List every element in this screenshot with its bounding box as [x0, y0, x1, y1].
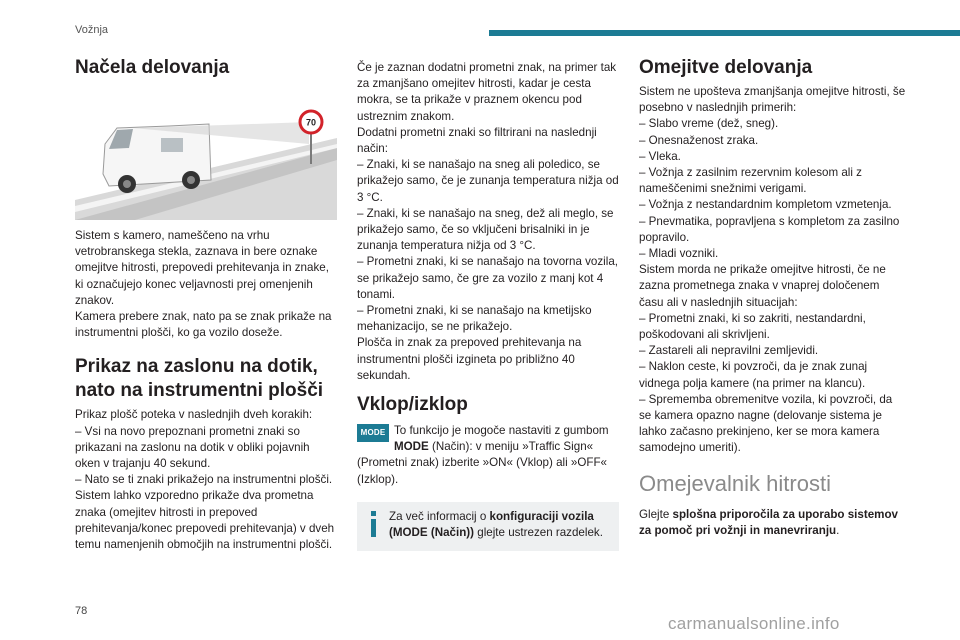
list-item: – Pnevmatika, popravljena s kompletom za zasilno popravilo. [639, 214, 900, 244]
column-3 [639, 56, 907, 539]
para-principles-2: Kamera prebere znak, nato pa se znak prikaže na instrumentni plošči, ko ga vozilo doseže. [75, 310, 332, 340]
list-item: – Prometni znaki, ki se nanašajo na tovorna vozila, se prikažejo samo, če gre za vozilo z manj kot 4 tonami. [357, 255, 619, 301]
info-text: Za več informacij o konfiguraciji vozila (MODE (Način)) glejte ustrezen razdelek. [389, 509, 603, 540]
list-item: – Sprememba obremenitve vozila, ki povzroči, da se kamera opazno nagne (delovanje sistema je lahko začasno prekinjeno, ker se mora kamera samodejno umeriti). [639, 392, 893, 455]
van-camera-illustration [75, 108, 337, 220]
list-item: – Znaki, ki se nanašajo na sneg ali poledico, se prikažejo samo, če je zunanja temperatura nižja od 3 °C. [357, 158, 619, 204]
page-number: 78 [75, 605, 88, 617]
list-item: – Nato se ti znaki prikažejo na instrumentni plošči. [75, 473, 333, 487]
para-filtered: Dodatni prometni znaki so filtrirani na naslednji način: [357, 125, 597, 156]
para-additional-sign: Če je zaznan dodatni prometni znak, na primer tak za zmanjšano omejitev hitrosti, kadar je cesta mokra, se ta prikaže v praznem okencu pod ustreznim znakom. [357, 61, 617, 123]
para-display-intro: Prikaz plošč poteka v naslednjih dveh korakih: [75, 408, 313, 422]
list-item: – Vsi na novo prepoznani prometni znaki so prikazani na zaslonu na dotik v obliki pojavnih oken v trajanju 40 sekund. [75, 424, 310, 471]
list-item: – Prometni znaki, ki se nanašajo na kmetijsko mehanizacijo, se ne prikažejo. [357, 304, 592, 334]
title-limits: Omejitve delovanja [639, 57, 813, 78]
info-icon [365, 511, 381, 537]
section-header: Vožnja [75, 24, 109, 36]
list-item: – Vleka. [639, 149, 681, 163]
title-principles: Načela delovanja [75, 57, 230, 78]
list-item: – Prometni znaki, ki so zakriti, nestandardni, poškodovani ali skrivljeni. [639, 311, 866, 342]
para-disappear: Plošča in znak za prepoved prehitevanja na instrumentni plošči izgineta po približno 40 sekundah. [357, 336, 582, 382]
para-limits-2: Sistem morda ne prikaže omejitve hitrosti, če ne zazna prometnega znaka v vnaprej določenem času ali v naslednjih situacijah: [639, 263, 886, 309]
list-item: – Vožnja z zasilnim rezervnim kolesom ali z nameščenimi snežnimi verigami. [639, 166, 862, 196]
list-item: – Naklon ceste, ki povzroči, da je znak zunaj vidnega polja kamere (na primer na klancu). [639, 360, 868, 390]
column-2 [357, 60, 619, 551]
info-box [357, 502, 619, 551]
title-on-off: Vklop/izklop [357, 394, 468, 416]
para-reference: Glejte splošna priporočila za uporabo sistemov za pomoč pri vožnji in manevriranju. [639, 507, 898, 537]
list-item: – Onesnaženost zraka. [639, 133, 759, 147]
list-item: – Mladi vozniki. [639, 247, 719, 261]
watermark: carmanualsonline.info [668, 614, 840, 633]
list-item: – Vožnja z nestandardnim kompletom vzmetenja. [639, 198, 892, 212]
title-speed-limiter: Omejevalnik hitrosti [639, 470, 831, 496]
column-1 [75, 56, 337, 553]
speed-sign-value: 70 [305, 117, 317, 128]
header-accent-bar [489, 30, 960, 36]
title-display: Prikaz na zaslonu na dotik, nato na instrumentni plošči [75, 356, 324, 402]
para-limits-1: Sistem ne upošteva zmanjšanja omejitve hitrosti, še posebno v naslednjih primerih: [639, 85, 906, 115]
list-item: – Zastareli ali nepravilni zemljevidi. [639, 344, 819, 358]
list-item: – Znaki, ki se nanašajo na sneg, dež ali meglo, se prikažejo samo, če so vključeni brisalniki in je zunanja temperatura nižja od 3 °C. [357, 206, 614, 253]
list-item: – Slabo vreme (dež, sneg). [639, 117, 779, 131]
para-mode: MODE To funkcijo je mogoče nastaviti z gumbom MODE (Način): v meniju »Traffic Sign« (Prometni znak) izberite »ON« (Vklop) ali »OFF« (Izklop). [357, 424, 609, 486]
para-principles-1: Sistem s kamero, nameščeno na vrhu vetrobranskega stekla, zaznava in bere oznake omejitve hitrosti, prepovedi prehitevanja in znake, ki označujejo konec veljavnosti prej omenjenih znakov. [75, 229, 329, 307]
para-display-2: Sistem lahko vzporedno prikaže dva prometna znaka (omejitev hitrosti in prepoved prehitevanja/konec prepovedi prehitevanja) v dveh temu namenjenih območjih na instrumentni plošči. [75, 489, 335, 552]
mode-button-icon: MODE [357, 424, 389, 442]
